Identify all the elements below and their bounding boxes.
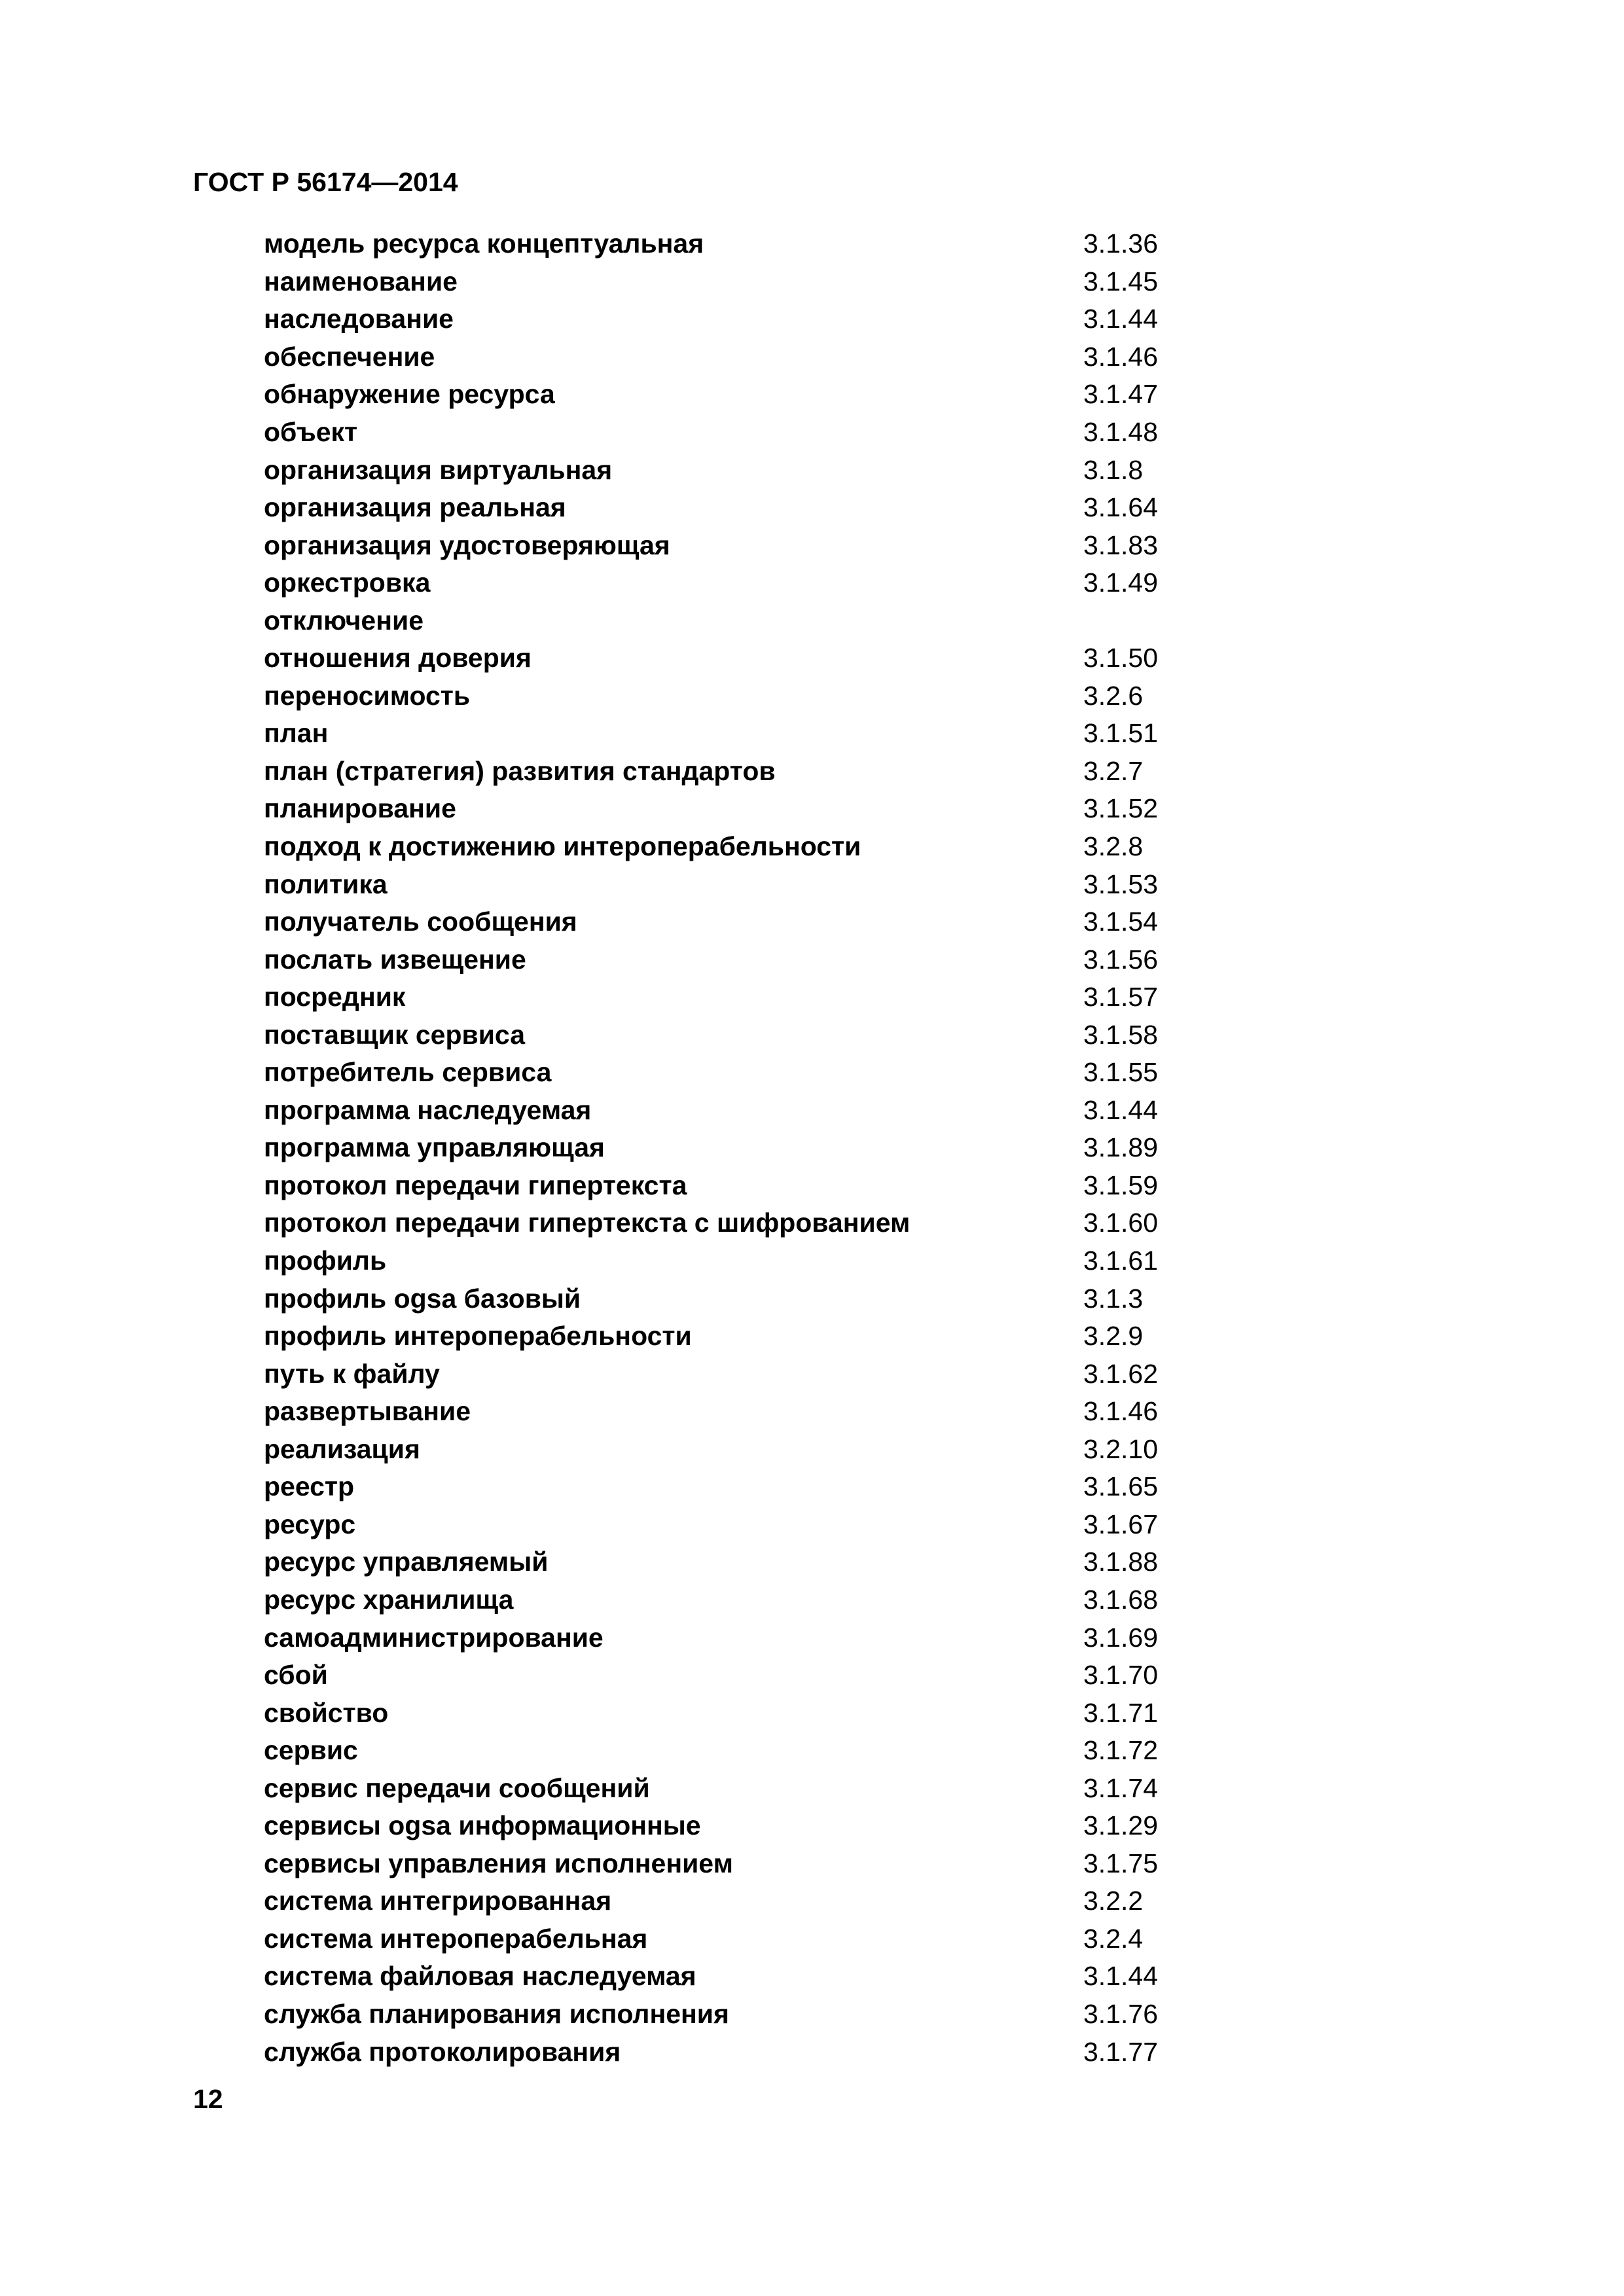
index-reference: 3.1.52 bbox=[1083, 793, 1158, 824]
index-entry bbox=[264, 526, 1246, 564]
index-entry bbox=[264, 1355, 1246, 1393]
index-entry bbox=[264, 564, 1246, 602]
index-entry bbox=[264, 451, 1246, 489]
index-term: оркестровка bbox=[264, 567, 431, 598]
index-reference: 3.1.67 bbox=[1083, 1509, 1158, 1539]
index-entry bbox=[264, 225, 1246, 263]
index-reference: 3.1.54 bbox=[1083, 906, 1158, 937]
index-entry bbox=[264, 941, 1246, 978]
index-term: сбой bbox=[264, 1660, 328, 1691]
index-entry bbox=[264, 1543, 1246, 1581]
index-entry bbox=[264, 1054, 1246, 1092]
index-entry bbox=[264, 1506, 1246, 1544]
index-reference: 3.1.29 bbox=[1083, 1810, 1158, 1841]
index-reference: 3.1.64 bbox=[1083, 492, 1158, 523]
index-entry bbox=[264, 414, 1246, 452]
index-term: планирование bbox=[264, 793, 456, 824]
index-reference: 3.1.46 bbox=[1083, 1396, 1158, 1427]
index-reference: 3.2.4 bbox=[1083, 1923, 1144, 1954]
index-term: политика bbox=[264, 869, 388, 899]
index-entry bbox=[264, 903, 1246, 941]
index-reference: 3.1.49 bbox=[1083, 567, 1158, 598]
index-term: программа управляющая bbox=[264, 1132, 605, 1163]
index-entry bbox=[264, 1393, 1246, 1431]
index-reference: 3.1.61 bbox=[1083, 1246, 1158, 1276]
index-reference: 3.1.48 bbox=[1083, 417, 1158, 447]
index-entry bbox=[264, 1280, 1246, 1318]
index-entry bbox=[264, 376, 1246, 414]
index-entry bbox=[264, 715, 1246, 753]
index-term: служба протоколирования bbox=[264, 2036, 621, 2067]
standard-code: ГОСТ Р 56174—2014 bbox=[193, 167, 458, 197]
index-entry bbox=[264, 1694, 1246, 1732]
index-reference: 3.1.83 bbox=[1083, 529, 1158, 560]
index-entry bbox=[264, 828, 1246, 866]
index-entry bbox=[264, 1318, 1246, 1355]
index-entry bbox=[264, 1468, 1246, 1506]
index-reference: 3.1.44 bbox=[1083, 1961, 1158, 1992]
index-reference: 3.1.44 bbox=[1083, 1094, 1158, 1125]
index-reference: 3.2.7 bbox=[1083, 755, 1144, 786]
term-index-list bbox=[264, 225, 1246, 2071]
index-reference: 3.1.60 bbox=[1083, 1208, 1158, 1238]
index-term: профиль интероперабельности bbox=[264, 1321, 692, 1352]
index-entry bbox=[264, 1092, 1246, 1130]
index-term: путь к файлу bbox=[264, 1358, 440, 1389]
index-entry bbox=[264, 338, 1246, 376]
index-entry bbox=[264, 753, 1246, 791]
index-entry bbox=[264, 601, 1246, 639]
index-entry bbox=[264, 1242, 1246, 1280]
index-reference: 3.2.2 bbox=[1083, 1886, 1144, 1916]
index-term: ресурс управляемый bbox=[264, 1547, 549, 1577]
index-reference: 3.1.36 bbox=[1083, 228, 1158, 259]
index-term: служба планирования исполнения bbox=[264, 1998, 729, 2029]
index-reference: 3.1.75 bbox=[1083, 1848, 1158, 1878]
index-reference: 3.1.53 bbox=[1083, 869, 1158, 899]
index-term: реализация bbox=[264, 1433, 420, 1464]
index-term: сервис bbox=[264, 1735, 358, 1766]
index-term: реестр bbox=[264, 1471, 355, 1502]
index-entry bbox=[264, 1204, 1246, 1242]
index-term: свойство bbox=[264, 1697, 389, 1728]
index-reference: 3.1.50 bbox=[1083, 643, 1158, 673]
index-reference: 3.1.77 bbox=[1083, 2036, 1158, 2067]
index-reference: 3.1.47 bbox=[1083, 379, 1158, 410]
index-entry bbox=[264, 1769, 1246, 1807]
index-entry bbox=[264, 865, 1246, 903]
index-entry bbox=[264, 1016, 1246, 1054]
index-reference: 3.1.62 bbox=[1083, 1358, 1158, 1389]
index-term: наследование bbox=[264, 304, 454, 334]
index-reference: 3.1.58 bbox=[1083, 1019, 1158, 1050]
document-header bbox=[193, 162, 458, 202]
index-term: протокол передачи гипертекста bbox=[264, 1170, 687, 1200]
index-entry bbox=[264, 1619, 1246, 1657]
index-reference: 3.2.6 bbox=[1083, 680, 1144, 711]
index-term: сервисы ogsa информационные bbox=[264, 1810, 701, 1841]
index-entry bbox=[264, 1882, 1246, 1920]
index-reference: 3.1.59 bbox=[1083, 1170, 1158, 1200]
index-reference: 3.1.69 bbox=[1083, 1622, 1158, 1653]
index-term: посредник bbox=[264, 982, 406, 1013]
index-term: потребитель сервиса bbox=[264, 1057, 552, 1088]
index-term: система интероперабельная bbox=[264, 1923, 648, 1954]
index-reference: 3.1.76 bbox=[1083, 1998, 1158, 2029]
index-entry bbox=[264, 489, 1246, 527]
index-term: получатель сообщения bbox=[264, 906, 577, 937]
index-entry bbox=[264, 1958, 1246, 1996]
index-term: сервис передачи сообщений bbox=[264, 1772, 650, 1803]
index-term: подход к достижению интероперабельности bbox=[264, 831, 861, 862]
index-entry bbox=[264, 639, 1246, 677]
page-number bbox=[193, 2079, 223, 2119]
index-entry bbox=[264, 263, 1246, 301]
index-reference: 3.1.46 bbox=[1083, 341, 1158, 372]
index-term: профиль bbox=[264, 1246, 387, 1276]
index-reference: 3.1.70 bbox=[1083, 1660, 1158, 1691]
index-entry bbox=[264, 1167, 1246, 1205]
index-entry bbox=[264, 1431, 1246, 1469]
index-reference: 3.1.56 bbox=[1083, 944, 1158, 975]
index-term: ресурс bbox=[264, 1509, 356, 1539]
index-reference: 3.1.65 bbox=[1083, 1471, 1158, 1502]
index-reference: 3.1.68 bbox=[1083, 1584, 1158, 1615]
index-reference: 3.1.44 bbox=[1083, 304, 1158, 334]
index-reference: 3.2.9 bbox=[1083, 1321, 1144, 1352]
index-reference: 3.1.57 bbox=[1083, 982, 1158, 1013]
index-term: отключение bbox=[264, 605, 424, 636]
index-term: отношения доверия bbox=[264, 643, 532, 673]
index-reference: 3.2.8 bbox=[1083, 831, 1144, 862]
index-term: развертывание bbox=[264, 1396, 471, 1427]
index-term: объект bbox=[264, 417, 358, 447]
index-term: протокол передачи гипертекста с шифрованием bbox=[264, 1208, 911, 1238]
index-term: послать извещение bbox=[264, 944, 526, 975]
index-entry bbox=[264, 1845, 1246, 1883]
index-reference: 3.1.71 bbox=[1083, 1697, 1158, 1728]
index-entry bbox=[264, 1920, 1246, 1958]
index-term: ресурс хранилища bbox=[264, 1584, 514, 1615]
index-reference: 3.2.10 bbox=[1083, 1433, 1158, 1464]
index-term: система файловая наследуемая bbox=[264, 1961, 696, 1992]
index-term: организация реальная bbox=[264, 492, 566, 523]
index-entry bbox=[264, 1732, 1246, 1770]
index-term: сервисы управления исполнением bbox=[264, 1848, 733, 1878]
index-term: система интегрированная bbox=[264, 1886, 612, 1916]
index-term: план bbox=[264, 718, 329, 749]
index-entry bbox=[264, 1581, 1246, 1619]
index-entry bbox=[264, 1996, 1246, 2034]
index-reference: 3.1.88 bbox=[1083, 1547, 1158, 1577]
index-term: наименование bbox=[264, 266, 458, 296]
index-entry bbox=[264, 300, 1246, 338]
index-term: программа наследуемая bbox=[264, 1094, 592, 1125]
index-term: обнаружение ресурса bbox=[264, 379, 555, 410]
index-entry bbox=[264, 1657, 1246, 1695]
page-number-text: 12 bbox=[193, 2084, 223, 2114]
index-entry bbox=[264, 978, 1246, 1016]
index-term: план (стратегия) развития стандартов bbox=[264, 755, 776, 786]
index-term: организация виртуальная bbox=[264, 454, 613, 485]
index-reference: 3.1.8 bbox=[1083, 454, 1144, 485]
index-entry bbox=[264, 1129, 1246, 1167]
index-term: модель ресурса концептуальная bbox=[264, 228, 704, 259]
index-reference: 3.1.51 bbox=[1083, 718, 1158, 749]
index-term: поставщик сервиса bbox=[264, 1019, 526, 1050]
index-reference: 3.1.74 bbox=[1083, 1772, 1158, 1803]
index-reference: 3.1.72 bbox=[1083, 1735, 1158, 1766]
index-entry bbox=[264, 790, 1246, 828]
index-term: переносимость bbox=[264, 680, 471, 711]
index-entry bbox=[264, 1807, 1246, 1845]
index-term: самоадминистрирование bbox=[264, 1622, 604, 1653]
index-entry bbox=[264, 677, 1246, 715]
index-term: профиль ogsa базовый bbox=[264, 1283, 581, 1314]
index-reference: 3.1.3 bbox=[1083, 1283, 1144, 1314]
index-reference: 3.1.55 bbox=[1083, 1057, 1158, 1088]
index-term: обеспечение bbox=[264, 341, 435, 372]
index-term: организация удостоверяющая bbox=[264, 529, 670, 560]
index-reference: 3.1.45 bbox=[1083, 266, 1158, 296]
index-entry bbox=[264, 2033, 1246, 2071]
index-reference: 3.1.89 bbox=[1083, 1132, 1158, 1163]
